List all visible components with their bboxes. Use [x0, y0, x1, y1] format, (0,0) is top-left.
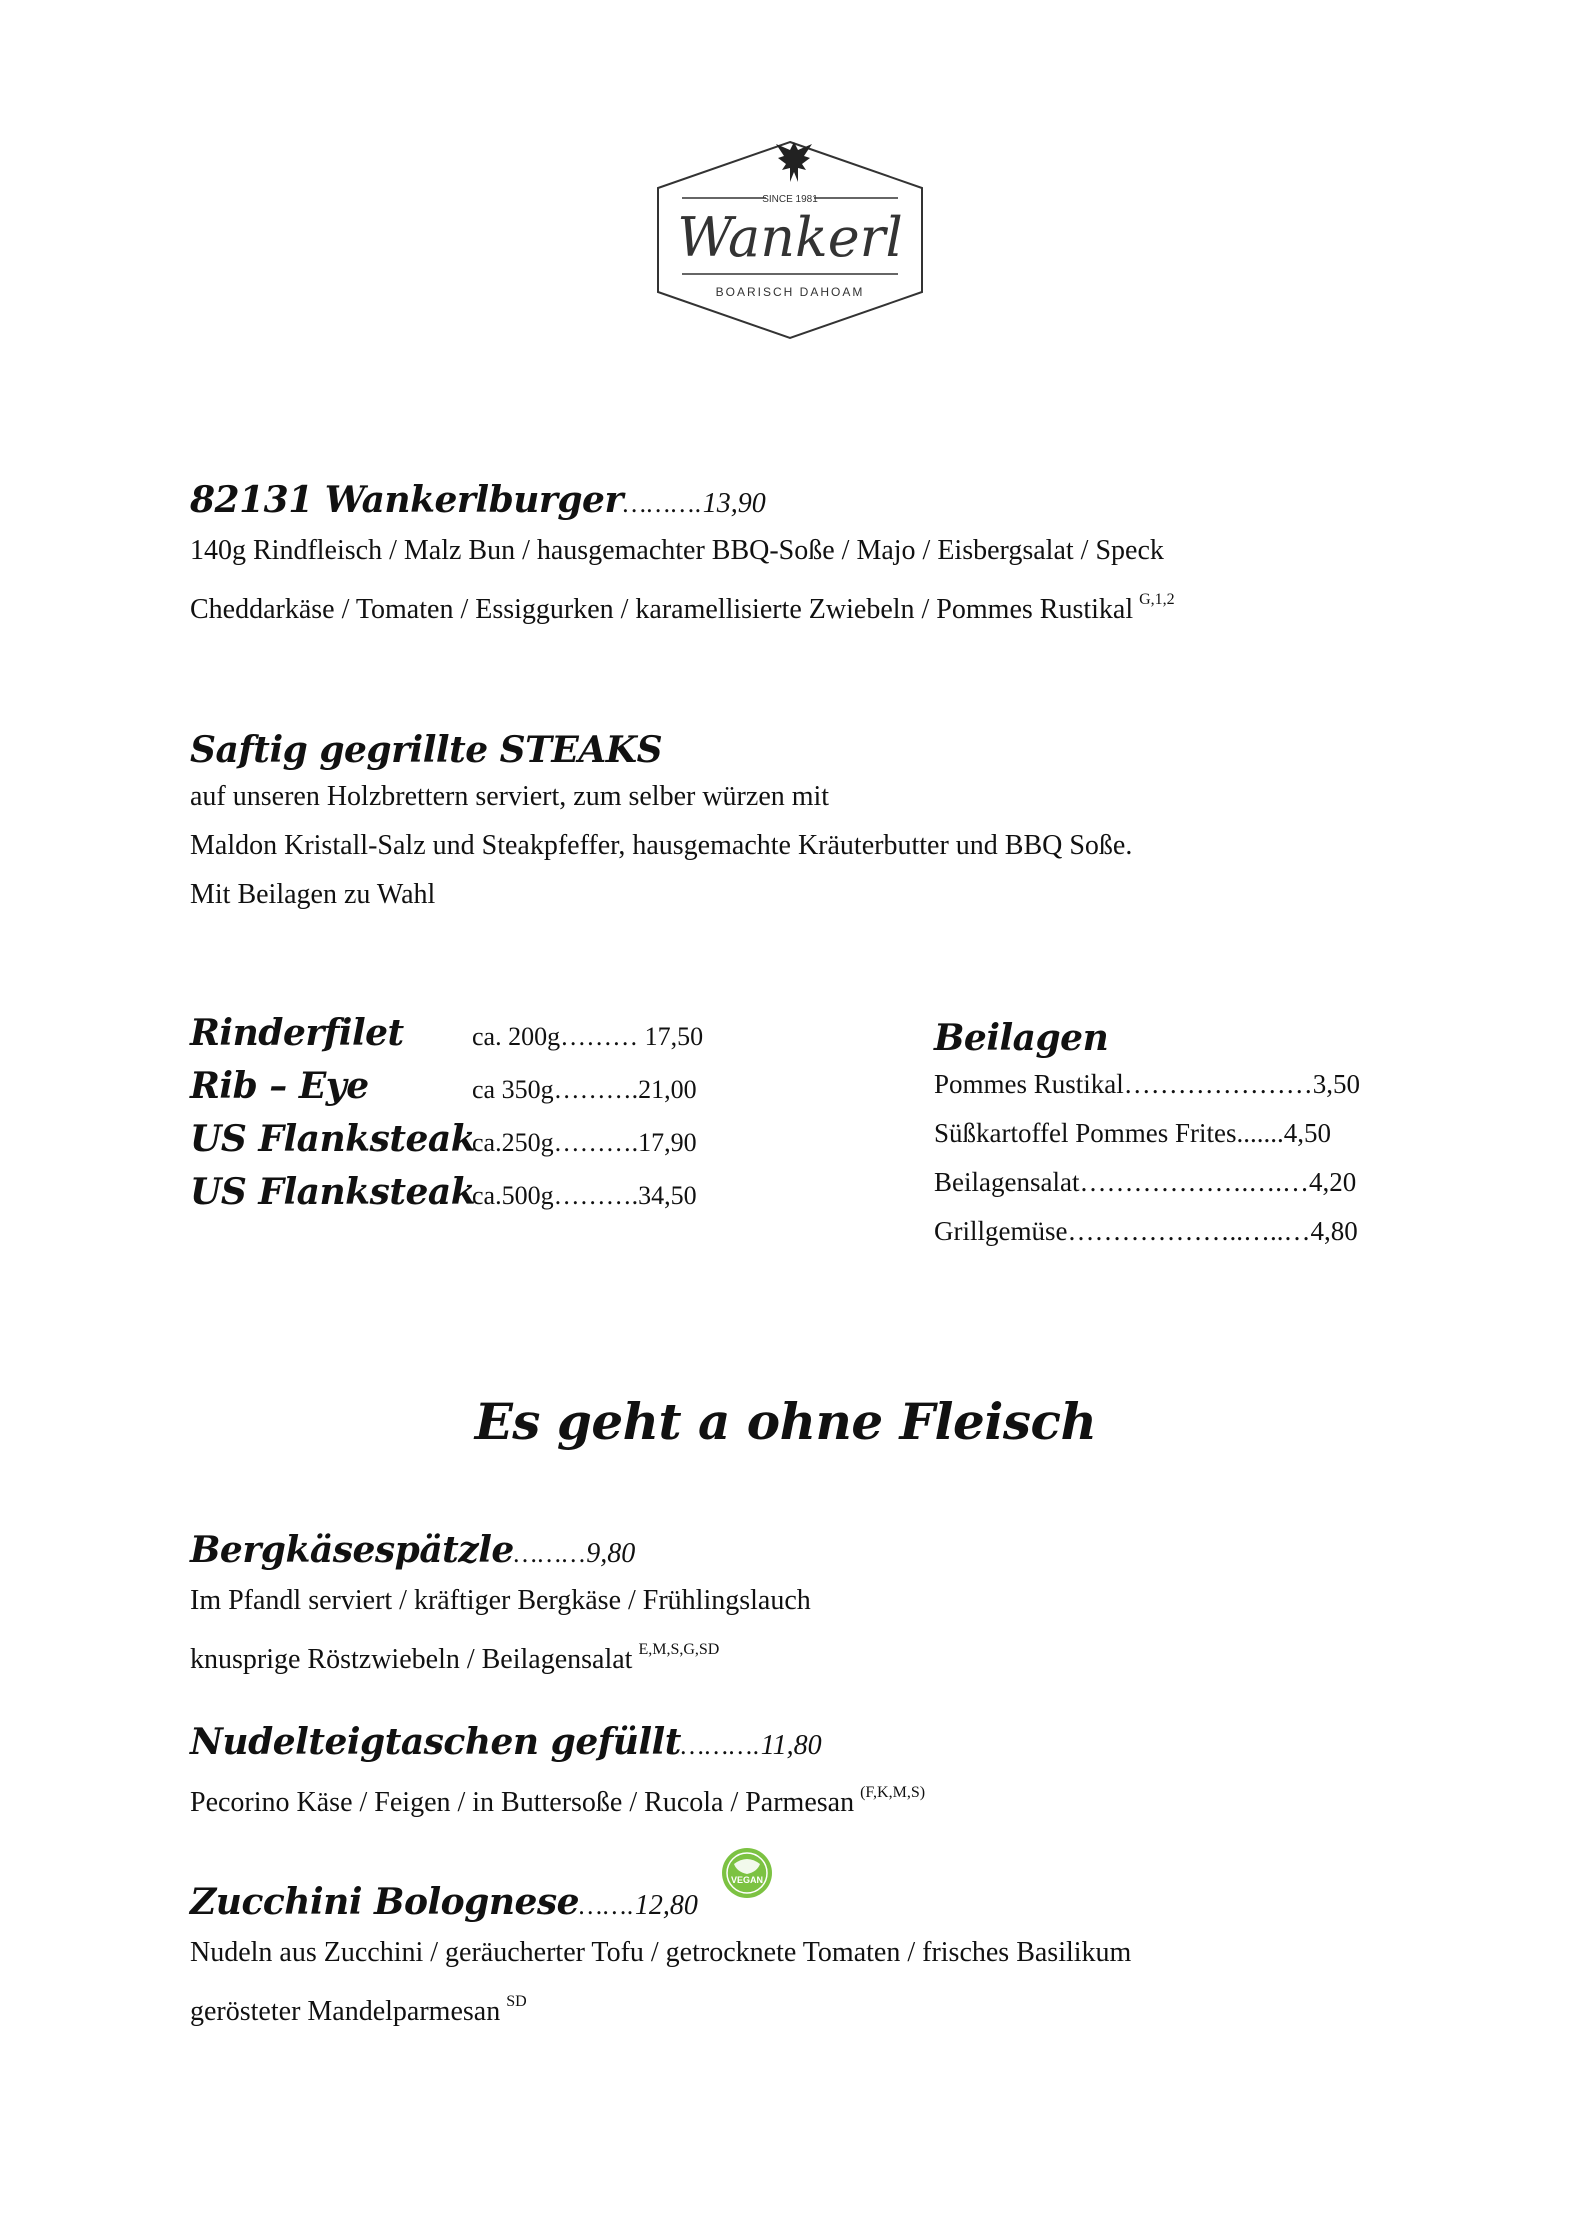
side-item: Grillgemüse………………..…..…4,80	[934, 1216, 1358, 1246]
steaks-intro	[190, 728, 1132, 919]
nudel-allergens: (F,K,M,S)	[860, 1784, 926, 1801]
spaetzle-desc-1: Im Pfandl serviert / kräftiger Bergkäse / Frühlingslauch	[190, 1585, 811, 1616]
burger-title: 82131 Wankerlburger	[190, 479, 623, 521]
burger-price: 13,90	[702, 488, 766, 519]
nudel-price: 11,80	[760, 1730, 822, 1761]
steak-row	[190, 1118, 750, 1171]
steak-name: Rib – Eye	[190, 1065, 369, 1107]
spaetzle-title-line	[190, 1528, 811, 1576]
nudel-desc-1	[190, 1768, 925, 1827]
spaetzle-item	[190, 1528, 811, 1684]
eagle-icon	[776, 142, 812, 182]
zucchini-desc-2	[190, 1977, 1131, 2036]
nudel-item	[190, 1720, 925, 1827]
steaks-desc-1: auf unseren Holzbrettern serviert, zum selber würzen mit	[190, 781, 830, 812]
side-item: Süßkartoffel Pommes Frites.......4,50	[934, 1118, 1331, 1148]
wankerl-logo	[652, 138, 928, 342]
burger-title-line	[190, 478, 1175, 526]
nudel-title: Nudelteigtaschen gefüllt	[190, 1721, 681, 1763]
zucchini-dots: …….	[579, 1891, 635, 1920]
burger-dots: ……….	[622, 489, 703, 518]
steak-info: ca.500g……….34,50	[472, 1181, 697, 1210]
steak-info: ca 350g……….21,00	[472, 1075, 697, 1104]
zucchini-title: Zucchini Bolognese	[190, 1881, 580, 1923]
spaetzle-allergens: E,M,S,G,SD	[638, 1641, 720, 1658]
beilagen-title: Beilagen	[934, 1017, 1109, 1059]
spaetzle-title: Bergkäsespätzle	[190, 1529, 514, 1571]
nudel-desc-1-text: Pecorino Käse / Feigen / in Buttersoße / Rucola / Parmesan	[190, 1787, 855, 1818]
steaks-desc-2: Maldon Kristall-Salz und Steakpfeffer, hausgemachte Kräuterbutter und BBQ Soße.	[190, 830, 1133, 861]
side-item: Beilagensalat……………….….…4,20	[934, 1167, 1357, 1197]
beilagen-section	[934, 1016, 1394, 1256]
steak-name: US Flanksteak	[190, 1118, 476, 1160]
side-item: Pommes Rustikal…………………3,50	[934, 1069, 1361, 1099]
steaks-desc-3: Mit Beilagen zu Wahl	[190, 879, 436, 910]
zucchini-price: 12,80	[634, 1890, 698, 1921]
steak-row	[190, 1171, 750, 1224]
zucchini-item	[190, 1864, 1131, 2036]
steak-name: Rinderfilet	[190, 1012, 404, 1054]
spaetzle-dots: ………	[513, 1539, 587, 1568]
spaetzle-desc-2-text: knusprige Röstzwiebeln / Beilagensalat	[190, 1644, 633, 1675]
logo-tagline: BOARISCH DAHOAM	[715, 285, 865, 299]
steak-row	[190, 1065, 750, 1118]
steaks-list	[190, 1012, 750, 1224]
section-heading: Es geht a ohne Fleisch	[474, 1392, 1097, 1451]
spaetzle-desc-2	[190, 1625, 811, 1684]
zucchini-desc-1: Nudeln aus Zucchini / geräucherter Tofu / getrocknete Tomaten / frisches Basilikum	[190, 1937, 1132, 1968]
zucchini-desc-2-text: gerösteter Mandelparmesan	[190, 1996, 501, 2027]
logo-name: Wankerl	[677, 206, 903, 269]
logo-since: SINCE 1981	[762, 194, 818, 205]
nudel-dots: ……….	[680, 1731, 761, 1760]
burger-desc-2-text: Cheddarkäse / Tomaten / Essiggurken / karamellisierte Zwiebeln / Pommes Rustikal	[190, 594, 1134, 625]
vegan-badge	[720, 1846, 774, 1900]
burger-desc-1: 140g Rindfleisch / Malz Bun / hausgemachter BBQ-Soße / Majo / Eisbergsalat / Speck	[190, 535, 1164, 566]
zucchini-title-line	[190, 1864, 1131, 1928]
zucchini-allergens: SD	[506, 1993, 527, 2010]
vegan-leaf-icon	[720, 1846, 774, 1900]
steak-row	[190, 1012, 750, 1065]
nudel-title-line	[190, 1720, 925, 1768]
burger-desc-2	[190, 575, 1175, 634]
steaks-title: Saftig gegrillte STEAKS	[190, 729, 663, 771]
steak-name: US Flanksteak	[190, 1171, 476, 1213]
burger-item	[190, 478, 1175, 634]
spaetzle-price: 9,80	[586, 1538, 636, 1569]
vegan-badge-text: VEGAN	[730, 1875, 763, 1885]
burger-allergens: G,1,2	[1139, 591, 1175, 608]
steak-info: ca. 200g……… 17,50	[472, 1022, 704, 1051]
steak-info: ca.250g……….17,90	[472, 1128, 697, 1157]
